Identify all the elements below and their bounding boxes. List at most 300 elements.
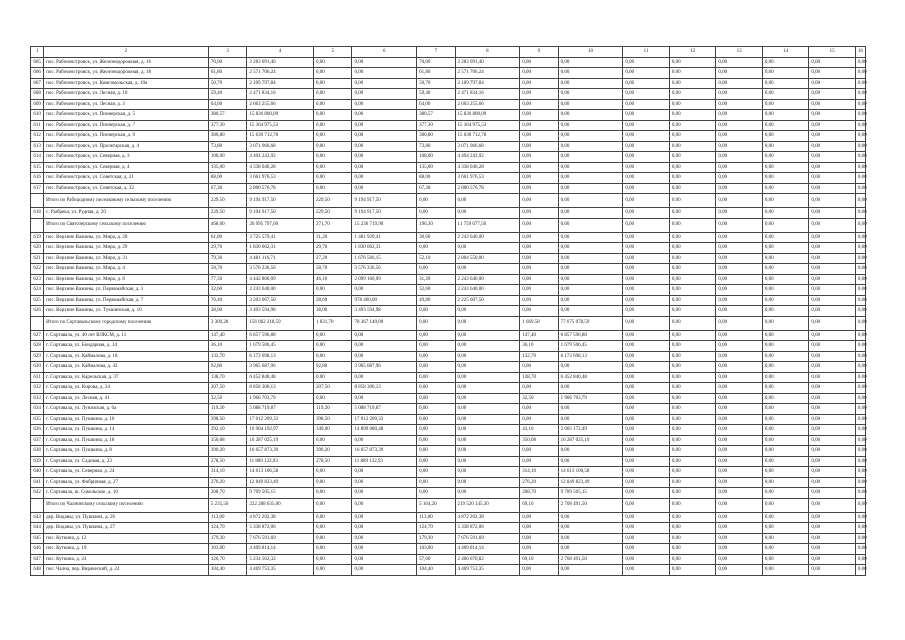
value-cell: 43,10 [520,425,558,436]
value-cell: 0,00 [623,208,670,219]
value-cell: 2 571 706,24 [455,68,520,79]
value-cell: 0,00 [855,120,865,131]
value-cell: 0,00 [623,446,670,457]
value-cell: 0,00 [762,183,809,194]
table-row [31,351,866,362]
value-cell: 0,00 [520,446,558,457]
value-cell: 0,00 [352,372,417,383]
value-cell: 77 675 078,59 [558,316,623,330]
value-cell: 0,00 [558,456,623,467]
value-cell: 0,00 [716,533,763,544]
value-cell: 0,00 [417,477,455,488]
value-cell: 0,00 [855,425,865,436]
value-cell: 29,70 [208,243,246,254]
value-cell: 0,00 [558,243,623,254]
value-cell: 0,00 [623,565,670,576]
value-cell: 0,00 [809,554,856,565]
value-cell: 0,00 [558,446,623,457]
row-number-cell: 628 [31,341,44,352]
value-cell: 0,00 [809,488,856,499]
value-cell: 0,00 [809,264,856,275]
value-cell: 2 109 797,84 [247,78,314,89]
row-number-cell: 641 [31,477,44,488]
value-cell: 0,00 [762,110,809,121]
table-row [31,414,866,425]
value-cell: 0,00 [716,498,763,512]
table-row [31,162,866,173]
value-cell: 0,00 [809,274,856,285]
value-cell: 0,00 [314,285,352,296]
value-cell: 0,00 [558,264,623,275]
value-cell: 0,00 [809,131,856,142]
column-number: 8 [455,47,520,58]
row-number-cell: 637 [31,435,44,446]
value-cell: 0,00 [809,404,856,415]
row-number-cell: 606 [31,68,44,79]
value-cell: 0,00 [455,435,520,446]
table-row [31,110,866,121]
value-cell: 179,30 [208,533,246,544]
value-cell: 0,00 [669,554,716,565]
row-number-cell: 632 [31,383,44,394]
value-cell: 1 830 662,31 [247,243,314,254]
value-cell: 0,00 [809,372,856,383]
column-number: 12 [669,47,716,58]
value-cell: 0,00 [809,78,856,89]
column-number: 13 [716,47,763,58]
value-cell: 0,00 [352,488,417,499]
value-cell: 0,00 [352,78,417,89]
value-cell: 0,00 [558,173,623,184]
value-cell: 77,50 [208,274,246,285]
value-cell: 0,00 [623,477,670,488]
value-cell: 0,00 [314,162,352,173]
value-cell: 0,00 [809,110,856,121]
value-cell: 1 679 506,45 [247,341,314,352]
value-cell: 0,00 [669,362,716,373]
value-cell: 3 576 336,56 [352,264,417,275]
value-cell: 0,00 [669,498,716,512]
value-cell: 0,00 [520,194,558,208]
value-cell: 4 494 243,92 [455,152,520,163]
value-cell: 0,00 [520,456,558,467]
value-cell: 0,00 [716,414,763,425]
address-cell: пос. Рабочеостровск, ул. Комсомольская, д. 10а [44,78,209,89]
value-cell: 2 471 834,16 [247,89,314,100]
table-row [31,565,866,576]
value-cell: 0,00 [352,57,417,68]
value-cell: 0,00 [558,131,623,142]
value-cell: 6 857 596,88 [558,330,623,341]
value-cell: 0,00 [762,99,809,110]
value-cell: 50,70 [417,78,455,89]
value-cell: 3 965 687,96 [352,362,417,373]
value-cell: 0,00 [669,295,716,306]
value-cell: 0,00 [314,131,352,142]
value-cell: 0,00 [762,488,809,499]
value-cell: 0,00 [558,295,623,306]
value-cell: 0,00 [855,173,865,184]
value-cell: 0,00 [623,467,670,478]
table-row [31,131,866,142]
address-cell: г. Сортавала, ул. Садовая, д. 23 [44,456,209,467]
value-cell: 0,00 [855,512,865,523]
value-cell: 5 164,20 [417,498,455,512]
value-cell: 0,00 [520,362,558,373]
value-cell: 0,00 [762,264,809,275]
value-cell: 0,00 [558,152,623,163]
value-cell: 0,00 [417,351,455,362]
value-cell: 0,00 [352,120,417,131]
value-cell: 14 899 080,48 [352,425,417,436]
value-cell: 0,00 [855,208,865,219]
value-cell: 0,00 [762,477,809,488]
value-cell: 5 088 719,87 [352,404,417,415]
value-cell: 0,00 [314,78,352,89]
value-cell: 398,50 [314,414,352,425]
address-cell: пос. Верхние Важины, ул. Мира, д. 20 [44,232,209,243]
value-cell: 16 657 873,39 [247,446,314,457]
address-cell: дер. Виданы, ул. Пушкина, д. 27 [44,523,209,534]
value-cell: 0,00 [762,383,809,394]
value-cell: 0,00 [762,351,809,362]
value-cell: 0,00 [417,435,455,446]
value-cell: 124,70 [208,523,246,534]
table-row [31,264,866,275]
value-cell: 0,00 [669,341,716,352]
address-cell: пос. Верхние Важины, ул. Первомайская, д. 3 [44,285,209,296]
value-cell: 31,20 [417,274,455,285]
value-cell: 0,00 [558,120,623,131]
value-cell: 0,00 [669,351,716,362]
value-cell: 0,00 [855,404,865,415]
value-cell: 67,30 [208,183,246,194]
table-row [31,554,866,565]
value-cell: 0,00 [623,372,670,383]
value-cell: 4 442 800,09 [247,274,314,285]
value-cell: 0,00 [716,565,763,576]
row-number-cell: 615 [31,162,44,173]
value-cell: 2 243 640,00 [247,285,314,296]
value-cell: 0,00 [623,306,670,317]
column-number: 11 [623,47,670,58]
row-number-cell: 639 [31,456,44,467]
value-cell: 0,00 [762,533,809,544]
row-number-cell: 611 [31,120,44,131]
table-row [31,533,866,544]
value-cell: 6 173 698,13 [247,351,314,362]
address-cell: г. Сортавала, ул. Лесная, д. 41 [44,393,209,404]
value-cell: 377,30 [417,120,455,131]
value-cell: 9 709 505,15 [558,488,623,499]
row-number-cell: 619 [31,232,44,243]
value-cell: 229,50 [208,208,246,219]
value-cell: 104,40 [208,565,246,576]
value-cell: 2 109 797,84 [455,78,520,89]
table-row [31,57,866,68]
value-cell: 0,00 [314,565,352,576]
table-row [31,285,866,296]
value-cell: 3 283 091,40 [455,57,520,68]
value-cell: 0,00 [623,362,670,373]
value-cell: 0,00 [669,194,716,208]
value-cell: 0,00 [520,68,558,79]
value-cell: 0,00 [669,306,716,317]
value-cell: 59,40 [417,89,455,100]
value-cell: 0,00 [716,110,763,121]
value-cell: 0,00 [762,89,809,100]
address-cell: пос. Рабочеостровск, ул. Северная, д. 4 [44,162,209,173]
address-cell: пос. Рабочеостровск, ул. Пионерская, д. 7 [44,120,209,131]
value-cell: 0,00 [716,68,763,79]
row-number-cell: 612 [31,131,44,142]
value-cell: 0,00 [352,477,417,488]
value-cell: 0,00 [669,120,716,131]
value-cell: 73,80 [417,141,455,152]
value-cell: 0,00 [716,141,763,152]
value-cell: 0,00 [314,351,352,362]
address-cell: пос. Чална, пер. Вираческий, д. 24 [44,565,209,576]
value-cell: 1 830 662,31 [352,243,417,254]
value-cell: 0,00 [520,306,558,317]
value-cell: 3 071 066,68 [455,141,520,152]
address-cell: г. Сортавала, ул. Пушкина, д. 14 [44,425,209,436]
value-cell: 3 493 594,98 [352,306,417,317]
value-cell: 0,00 [669,274,716,285]
address-cell: пос. Рабочеостровск, ул. Лесная, д. 3 [44,99,209,110]
value-cell: 0,00 [669,404,716,415]
table-row [31,341,866,352]
value-cell: 0,00 [855,362,865,373]
value-cell: 69,10 [520,498,558,512]
value-cell: 0,00 [716,404,763,415]
value-cell: 15 630 712,78 [455,131,520,142]
value-cell: 5 235,50 [208,498,246,512]
value-cell: 0,00 [314,512,352,523]
value-cell: 0,00 [623,243,670,254]
table-row [31,404,866,415]
value-cell: 0,00 [669,393,716,404]
value-cell: 0,00 [455,456,520,467]
value-cell: 0,00 [809,351,856,362]
value-cell: 32,50 [520,393,558,404]
value-cell: 1 831,70 [314,316,352,330]
address-cell: г. Сортавала, ул. Карельская, д. 37 [44,372,209,383]
value-cell: 0,00 [762,456,809,467]
address-cell: г. Сортавала, ул. Фабричная, д. 27 [44,477,209,488]
value-cell: 69,10 [520,554,558,565]
value-cell: 0,00 [762,467,809,478]
address-cell: пос. Рабочеостровск, ул. Лесная, д. 10 [44,89,209,100]
row-number-cell: 610 [31,110,44,121]
value-cell: 0,00 [809,232,856,243]
value-cell: 0,00 [417,372,455,383]
value-cell: 0,00 [558,57,623,68]
value-cell: 0,00 [520,218,558,232]
value-cell: 377,30 [208,120,246,131]
value-cell: 0,00 [855,533,865,544]
row-number-cell: 617 [31,183,44,194]
table-row [31,78,866,89]
value-cell: 0,00 [417,488,455,499]
address-cell: г. Сортавала, ул. 40 лет ВЛКСМ, д. 11 [44,330,209,341]
value-cell: 0,00 [520,274,558,285]
value-cell: 0,00 [669,467,716,478]
value-cell: 50,70 [208,78,246,89]
value-cell: 0,00 [455,404,520,415]
value-cell: 0,00 [855,554,865,565]
value-cell: 0,00 [520,57,558,68]
value-cell: 0,00 [809,446,856,457]
value-cell: 0,00 [809,544,856,555]
value-cell: 0,00 [520,512,558,523]
value-cell: 0,00 [762,544,809,555]
value-cell: 0,00 [762,554,809,565]
value-cell: 135,00 [417,162,455,173]
value-cell: 6 452 840,48 [558,372,623,383]
address-cell: пос. Рабочеостровск, ул. Советская, д. 32 [44,183,209,194]
value-cell: 0,00 [855,152,865,163]
value-cell: 0,00 [520,404,558,415]
value-cell: 0,00 [314,488,352,499]
address-cell: пос. Рабочеостровск, ул. Пионерская, д. 9 [44,131,209,142]
value-cell: 17 012 209,33 [352,414,417,425]
value-cell: 0,00 [455,264,520,275]
value-cell: 0,00 [669,383,716,394]
value-cell: 0,00 [455,414,520,425]
value-cell: 0,00 [762,285,809,296]
value-cell: 0,00 [716,78,763,89]
value-cell: 0,00 [558,306,623,317]
table-row [31,512,866,523]
value-cell: 0,00 [809,565,856,576]
value-cell: 0,00 [762,162,809,173]
value-cell: 349,00 [314,425,352,436]
row-number-cell: 647 [31,554,44,565]
column-number: 16 [855,47,865,58]
value-cell: 0,00 [669,78,716,89]
value-cell: 0,00 [809,467,856,478]
address-cell: г. Сортавала, ул. Кирова, д. 24 [44,383,209,394]
value-cell: 0,00 [623,404,670,415]
value-cell: 0,00 [623,89,670,100]
value-cell: 0,00 [716,467,763,478]
value-cell: 0,00 [855,243,865,254]
value-cell: 0,00 [352,183,417,194]
value-cell: 59,40 [208,89,246,100]
value-cell: 0,00 [809,208,856,219]
value-cell: 3 661 976,53 [455,173,520,184]
value-cell: 0,00 [716,523,763,534]
value-cell: 3 283 091,40 [247,57,314,68]
value-cell: 138,70 [520,372,558,383]
value-cell: 52,10 [417,253,455,264]
value-cell: 0,00 [762,274,809,285]
value-cell: 0,00 [623,533,670,544]
value-cell: 126,70 [208,554,246,565]
subtotal-row [31,194,866,208]
value-cell: 79,30 [208,253,246,264]
value-cell: 380,57 [208,110,246,121]
value-cell: 0,00 [762,232,809,243]
value-cell: 0,00 [855,78,865,89]
value-cell: 3 203 067,50 [247,295,314,306]
value-cell: 0,00 [855,477,865,488]
value-cell: 0,00 [809,68,856,79]
value-cell: 0,00 [558,68,623,79]
address-cell: пос. Верхние Важины, ул. Мира, д. 31 [44,253,209,264]
value-cell: 0,00 [520,565,558,576]
value-cell: 0,00 [855,285,865,296]
value-cell: 2 768 491,50 [558,554,623,565]
value-cell: 0,00 [809,330,856,341]
value-cell: 17 012 209,33 [247,414,314,425]
value-cell: 2 571 706,24 [247,68,314,79]
table-row [31,141,866,152]
value-cell: 15 236 719,90 [352,218,417,232]
value-cell: 0,00 [809,435,856,446]
value-cell: 92,80 [208,362,246,373]
address-cell: г. Сортавала, ул. Пушкина, д. 8 [44,446,209,457]
value-cell: 15 630 712,78 [247,131,314,142]
value-cell: 0,00 [809,477,856,488]
value-cell: 0,00 [520,383,558,394]
row-number-cell: 631 [31,372,44,383]
value-cell: 3 661 976,53 [247,173,314,184]
value-cell: 0,00 [623,57,670,68]
value-cell: 3 965 687,96 [247,362,314,373]
table-row [31,183,866,194]
value-cell: 6 857 596,88 [247,330,314,341]
address-cell: г. Сортавала, ш. Сокольское, д. 10 [44,488,209,499]
value-cell: 0,00 [558,232,623,243]
value-cell: 0,00 [417,362,455,373]
value-cell: 9 709 505,15 [247,488,314,499]
value-cell: 0,00 [352,131,417,142]
value-cell: 390,20 [208,446,246,457]
value-cell: 0,00 [623,414,670,425]
address-cell: пос. Рабочеостровск, ул. Железнодорожная, д. 16 [44,57,209,68]
row-number-cell: 643 [31,512,44,523]
value-cell: 208,70 [208,488,246,499]
value-cell: 12 849 823,49 [558,477,623,488]
value-cell: 0,00 [558,141,623,152]
row-number-cell: 621 [31,253,44,264]
value-cell: 0,00 [855,162,865,173]
column-number: 1 [31,47,44,58]
value-cell: 61,80 [208,232,246,243]
value-cell: 0,00 [417,243,455,254]
value-cell: 132,70 [520,351,558,362]
table-row [31,253,866,264]
row-number-cell: 640 [31,467,44,478]
column-number: 7 [417,47,455,58]
value-cell: 0,00 [762,253,809,264]
value-cell: 0,00 [352,435,417,446]
row-number-cell: 625 [31,295,44,306]
value-cell: 380,57 [417,110,455,121]
value-cell: 0,00 [855,57,865,68]
value-cell: 0,00 [455,243,520,254]
value-cell: 0,00 [716,285,763,296]
value-cell: 0,00 [314,498,352,512]
value-cell: 0,00 [762,218,809,232]
value-cell: 3 576 336,56 [247,264,314,275]
value-cell: 2 243 640,00 [455,274,520,285]
value-cell: 9 194 917,50 [247,208,314,219]
value-cell: 0,00 [520,253,558,264]
column-number: 10 [558,47,623,58]
